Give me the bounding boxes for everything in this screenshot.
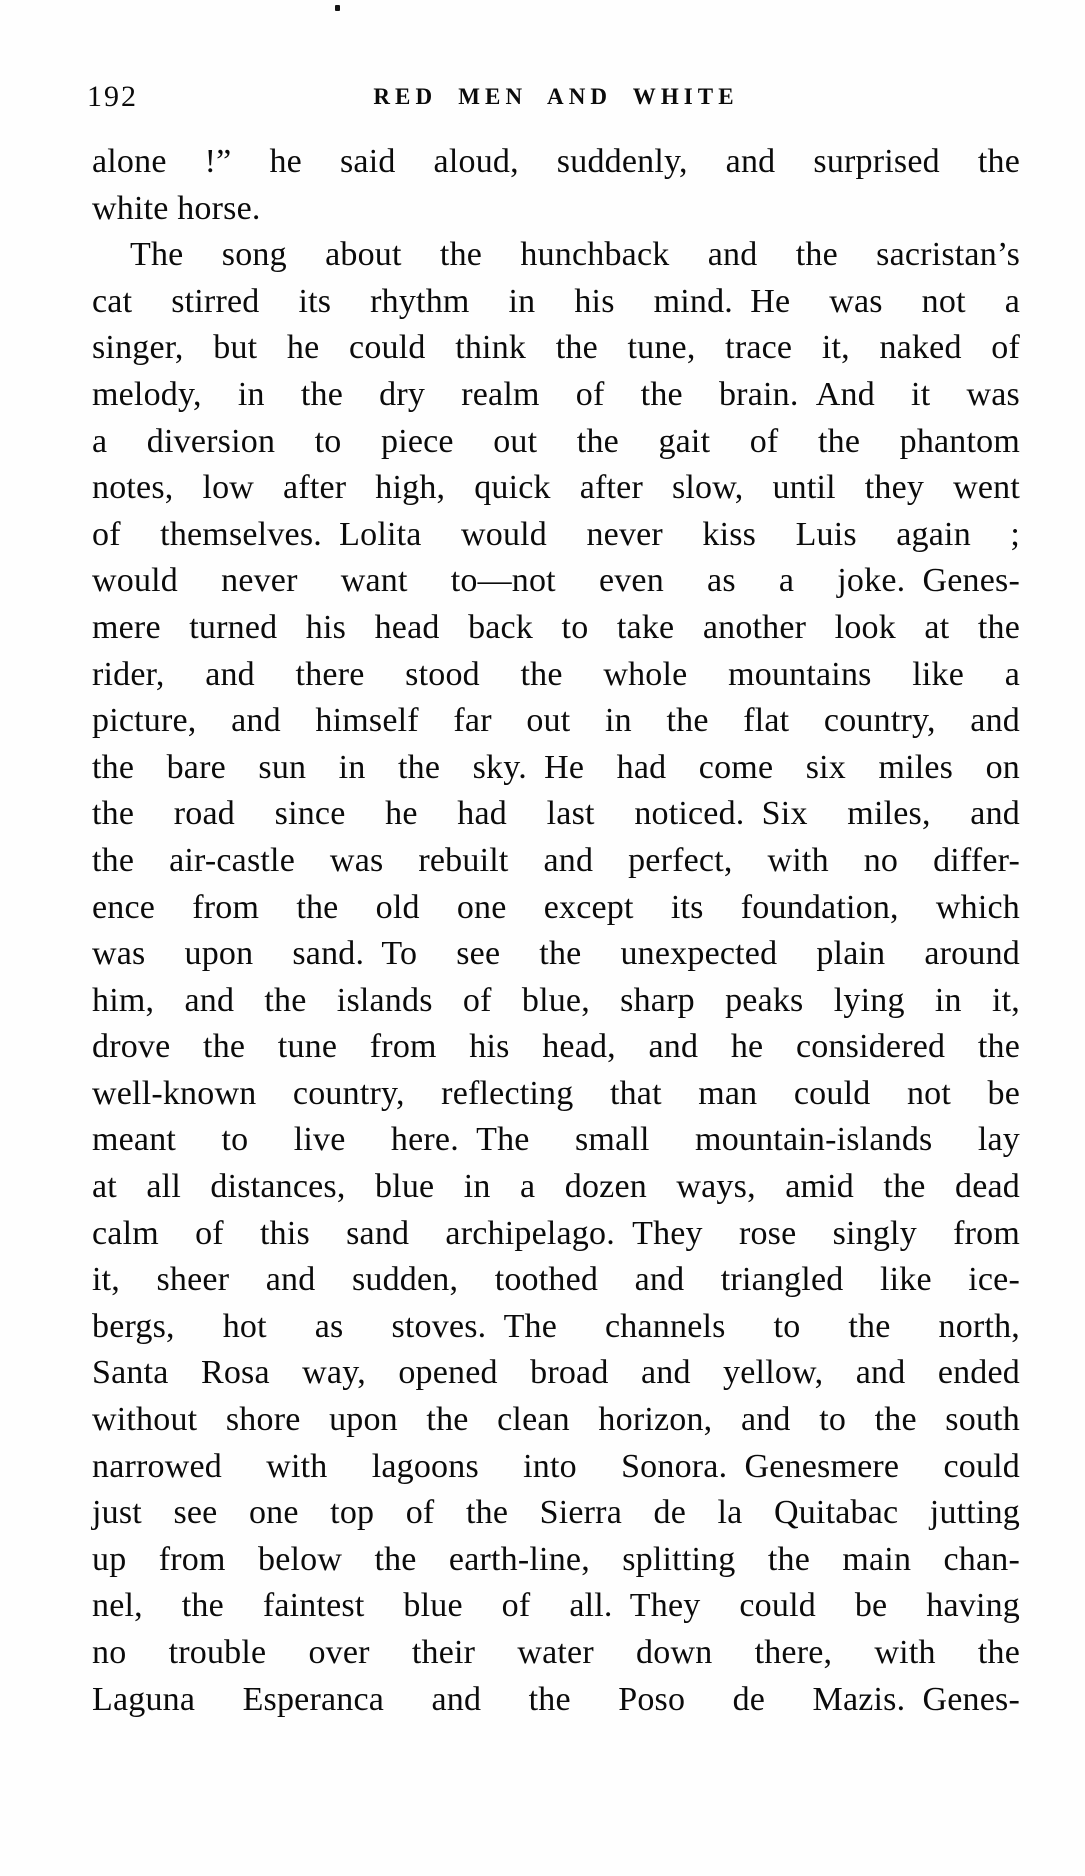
ink-speck: [335, 5, 340, 11]
text-line: up from below the earth-line, splitting the main chan-: [92, 1540, 1020, 1578]
text-line: meant to live here. The small mountain-islands lay: [92, 1121, 1020, 1159]
page-number: 192: [87, 80, 138, 113]
body-text: [92, 139, 1020, 1723]
text-line: melody, in the dry realm of the brain. And it was: [92, 375, 1020, 413]
text-line: would never want to—not even as a joke. Genes-: [92, 562, 1020, 600]
text-line: was upon sand. To see the unexpected plain around: [92, 935, 1020, 973]
text-line: the road since he had last noticed. Six miles, and: [92, 795, 1020, 833]
text-line: the bare sun in the sky. He had come six miles on: [92, 748, 1020, 786]
text-line: at all distances, blue in a dozen ways, amid the dead: [92, 1168, 1020, 1206]
text-line: the air-castle was rebuilt and perfect, with no differ-: [92, 841, 1020, 879]
text-line: him, and the islands of blue, sharp peaks lying in it,: [92, 981, 1020, 1019]
text-line: drove the tune from his head, and he considered the: [92, 1028, 1020, 1066]
text-line: white horse.: [92, 189, 261, 227]
text-line: picture, and himself far out in the flat country, and: [92, 702, 1020, 740]
text-line: alone !” he said aloud, suddenly, and surprised the: [92, 143, 1020, 180]
text-line: rider, and there stood the whole mountains like a: [92, 655, 1020, 693]
text-line: The song about the hunchback and the sacristan’s: [130, 236, 1020, 274]
text-line: calm of this sand archipelago. They rose singly from: [92, 1214, 1020, 1252]
text-line: singer, but he could think the tune, trace it, naked of: [92, 329, 1020, 367]
text-line: of themselves. Lolita would never kiss Luis again ;: [92, 515, 1020, 553]
text-line: notes, low after high, quick after slow, until they went: [92, 469, 1020, 507]
text-line: just see one top of the Sierra de la Quitabac jutting: [92, 1494, 1020, 1532]
text-line: it, sheer and sudden, toothed and triangled like ice-: [92, 1261, 1020, 1299]
text-line: cat stirred its rhythm in his mind. He was not a: [92, 282, 1020, 320]
text-line: nel, the faintest blue of all. They could be having: [92, 1587, 1020, 1625]
text-line: well-known country, reflecting that man could not be: [92, 1074, 1020, 1112]
text-line: Santa Rosa way, opened broad and yellow, and ended: [92, 1354, 1020, 1392]
text-line: mere turned his head back to take another look at the: [92, 608, 1020, 646]
running-title: RED MEN AND WHITE: [373, 84, 739, 109]
text-line: bergs, hot as stoves. The channels to the north,: [92, 1307, 1020, 1345]
text-line: a diversion to piece out the gait of the phantom: [92, 422, 1020, 460]
text-line: Laguna Esperanca and the Poso de Mazis. Genes-: [92, 1680, 1020, 1718]
text-line: without shore upon the clean horizon, and to the south: [92, 1401, 1020, 1439]
text-line: no trouble over their water down there, with the: [92, 1634, 1020, 1671]
text-line: narrowed with lagoons into Sonora. Genesmere could: [92, 1447, 1020, 1485]
text-line: ence from the old one except its foundation, which: [92, 888, 1020, 926]
